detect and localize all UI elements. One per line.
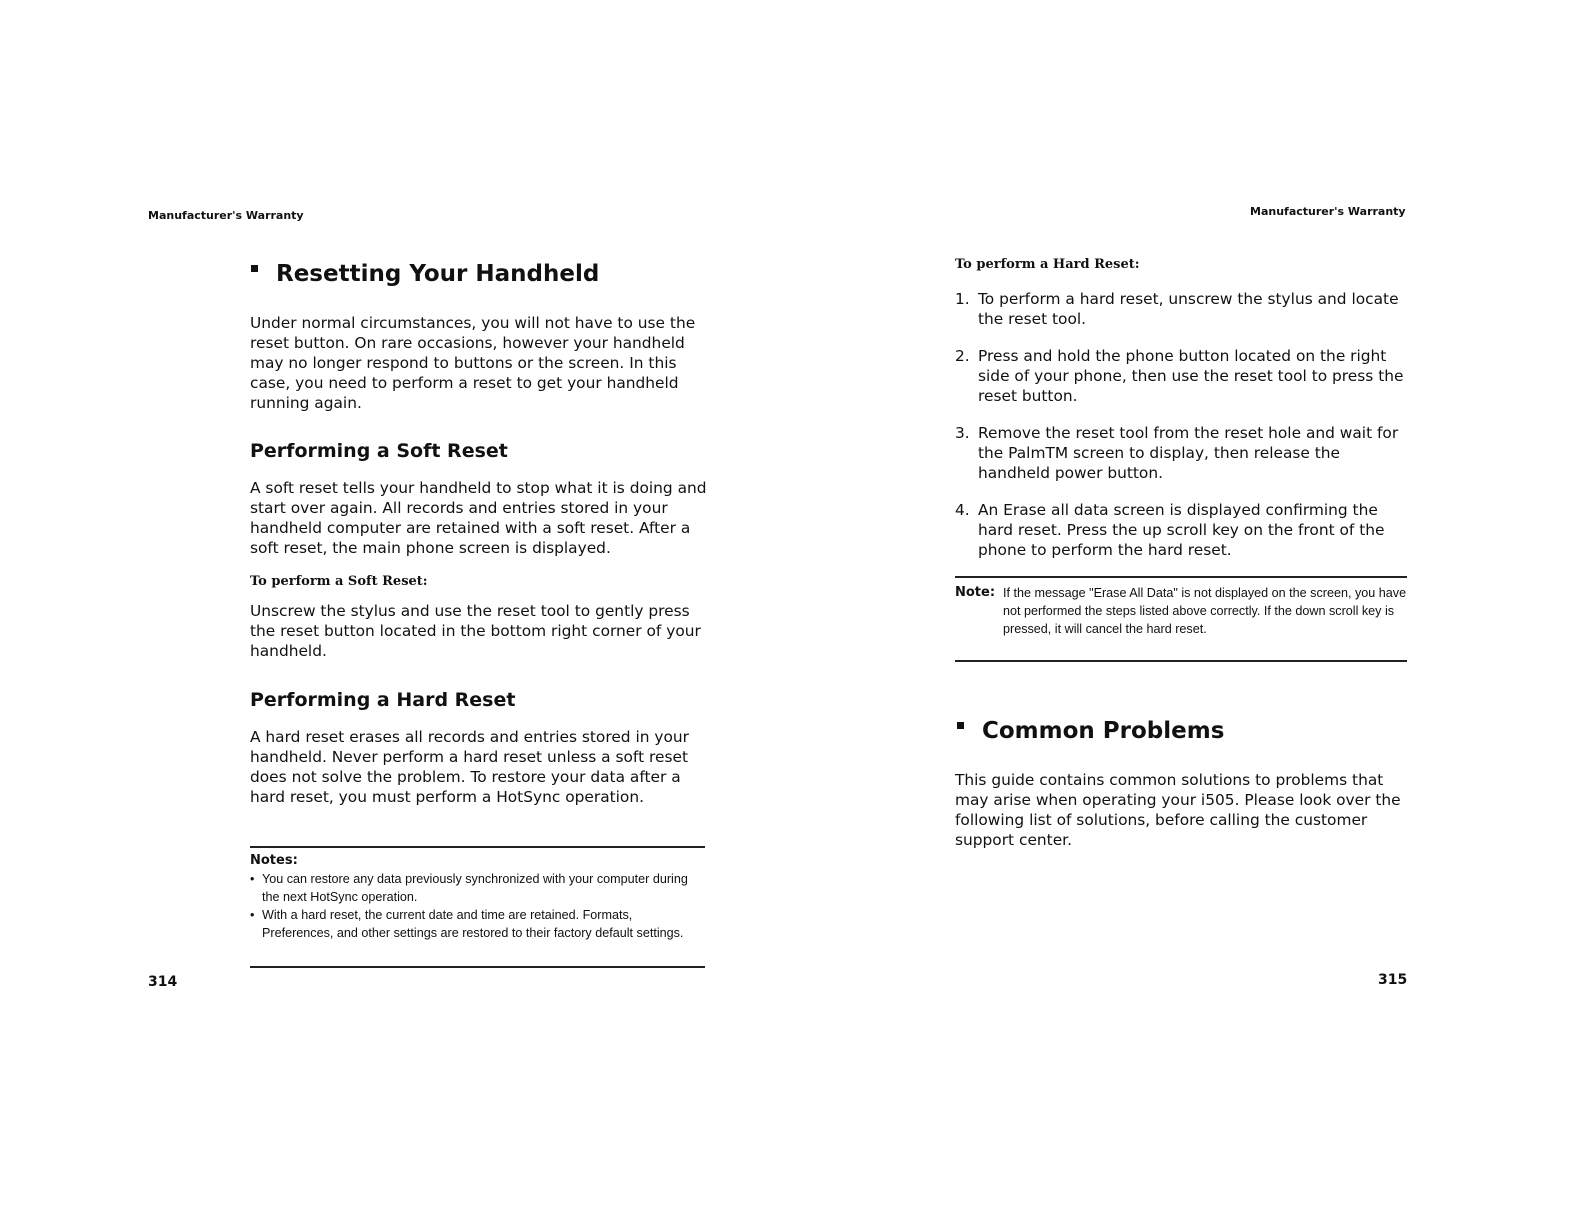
note-bullet: • — [250, 872, 255, 886]
common-problems-paragraph: This guide contains common solutions to problems that may arise when operating your i505. Please look over the following list of solutions, before calling the customer support center. — [955, 771, 1401, 849]
right-page-number: 315 — [1378, 972, 1408, 988]
note-top-rule — [955, 576, 1407, 578]
section-bullet-icon — [251, 265, 258, 272]
left-section-title — [251, 261, 599, 287]
intro-paragraph: Under normal circumstances, you will not have to use the reset button. On rare occasions, however your handheld may no longer respond to buttons or the screen. In this case, you need to perform a reset to get your handheld running again. — [250, 314, 696, 412]
section-title-text: Common Problems — [982, 718, 1225, 744]
notes-bottom-rule — [250, 966, 705, 968]
step-item — [955, 346, 1410, 406]
note-item — [250, 870, 705, 906]
step-number: 3. — [955, 424, 970, 442]
note-bottom-rule — [955, 660, 1407, 662]
hard-reset-procedure-heading: To perform a Hard Reset: — [955, 257, 1140, 272]
hard-reset-heading: Performing a Hard Reset — [250, 689, 516, 711]
step-text: To perform a hard reset, unscrew the stylus and locate the reset tool. — [978, 290, 1399, 328]
step-number: 2. — [955, 347, 970, 365]
step-item — [955, 289, 1410, 329]
notes-list — [250, 870, 705, 942]
step-number: 1. — [955, 290, 970, 308]
note-item-text: With a hard reset, the current date and time are retained. Formats, Preferences, and other settings are restored to their factory default settings. — [262, 908, 684, 940]
soft-reset-procedure-text: Unscrew the stylus and use the reset tool to gently press the reset button located in the bottom right corner of your handheld. — [250, 602, 701, 660]
hard-reset-paragraph: A hard reset erases all records and entries stored in your handheld. Never perform a hard reset unless a soft reset does not solve the problem. To restore your data after a hard reset, you must perform a HotSync operation. — [250, 728, 689, 806]
note-item-text: You can restore any data previously synchronized with your computer during the next HotSync operation. — [262, 872, 688, 904]
left-running-head: Manufacturer's Warranty — [148, 209, 304, 222]
step-item — [955, 423, 1410, 483]
note-item — [250, 906, 705, 942]
note-bullet: • — [250, 908, 255, 922]
step-item — [955, 500, 1410, 560]
soft-reset-paragraph: A soft reset tells your handheld to stop what it is doing and start over again. All records and entries stored in your handheld computer are retained with a soft reset. After a soft reset, the main phone screen is displayed. — [250, 479, 707, 557]
soft-reset-heading: Performing a Soft Reset — [250, 440, 508, 462]
step-text: Remove the reset tool from the reset hole and wait for the PalmTM screen to display, then release the handheld power button. — [978, 424, 1399, 482]
note-label: Note: — [955, 585, 996, 600]
common-problems-title — [957, 718, 1224, 744]
notes-box — [250, 853, 705, 942]
notes-top-rule — [250, 846, 705, 848]
section-title-text: Resetting Your Handheld — [276, 261, 600, 287]
hard-reset-steps — [955, 289, 1410, 577]
step-number: 4. — [955, 501, 970, 519]
section-bullet-icon — [957, 722, 964, 729]
right-running-head: Manufacturer's Warranty — [1250, 205, 1406, 218]
note-text: If the message "Erase All Data" is not displayed on the screen, you have not performed the steps listed above correctly. If the down scroll key is pressed, it will cancel the hard reset. — [1003, 586, 1407, 636]
step-text: An Erase all data screen is displayed confirming the hard reset. Press the up scroll key on the front of the phone to perform the hard reset. — [978, 501, 1385, 559]
soft-reset-procedure-heading: To perform a Soft Reset: — [250, 574, 428, 589]
notes-label: Notes: — [250, 853, 298, 868]
left-page-number: 314 — [148, 974, 178, 990]
note-box — [955, 584, 1407, 638]
step-text: Press and hold the phone button located on the right side of your phone, then use the reset tool to press the reset button. — [978, 347, 1404, 405]
